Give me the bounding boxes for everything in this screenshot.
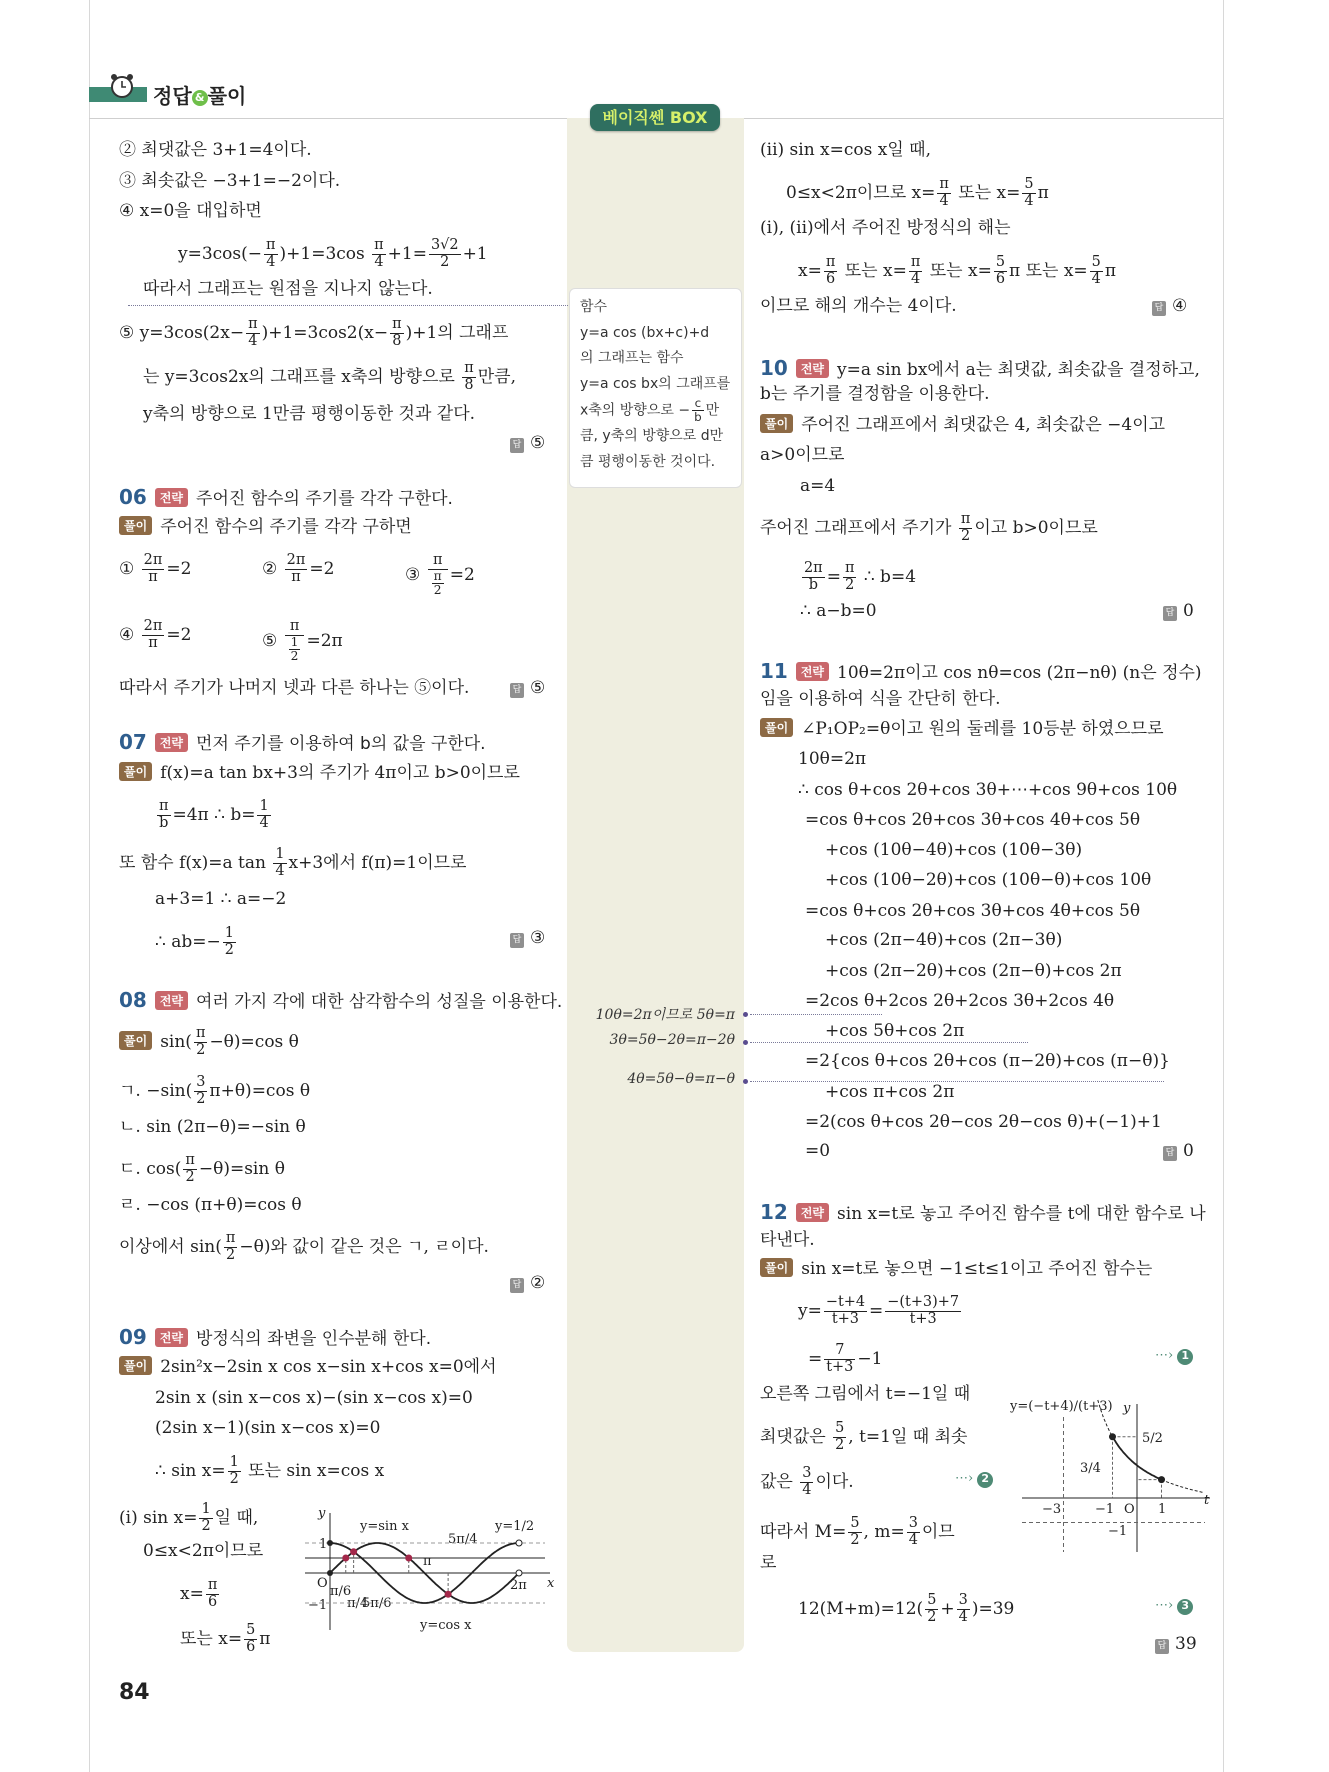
tip-line: 의 그래프는 함수: [580, 350, 684, 366]
equation-line: 2sin x (sin x−cos x)−(sin x−cos x)=0: [155, 1388, 473, 1408]
equation-line: (2sin x−1)(sin x−cos x)=0: [155, 1418, 381, 1438]
solution-text: f(x)=a tan bx+3의 주기가 4π이고 b>0이므로: [160, 763, 520, 783]
problem-11-solution: [760, 717, 1164, 741]
problem-number: 12: [760, 1200, 788, 1224]
answer-value: ⑤: [530, 433, 546, 453]
strategy-badge: 전략: [155, 488, 188, 507]
side-note: 4θ=5θ−θ=π−θ: [627, 1071, 735, 1087]
step-number: 2: [977, 1472, 993, 1488]
equation-line: $\frac{\pi}{b}$ =4π ∴ b= $\frac{1}{4}$: [159, 798, 269, 831]
answer: [1163, 599, 1194, 623]
fraction: $\frac{\pi}{2}$: [960, 511, 971, 544]
text-line: ③ 최솟값은 −3+1=−2이다.: [119, 171, 341, 191]
fraction: $\frac{5}{6}$: [246, 1622, 256, 1655]
fraction: $\frac{1}{2}$: [229, 1454, 239, 1487]
fraction: $\frac{5}{2}$: [850, 1515, 860, 1548]
extreme-point: [1109, 1433, 1116, 1440]
problem-number: 06: [119, 485, 147, 509]
fraction: $\frac{\pi}{2}$: [844, 560, 855, 593]
equation-line: ⑤ y=3cos(2x− $\frac{\pi}{4}$ )+1=3cos2(x− $\frac{\pi}{8}$ )+1의 그래프: [119, 316, 509, 349]
problem-07-strategy: [119, 730, 486, 756]
equation-line: =cos θ+cos 2θ+cos 3θ+cos 4θ+cos 5θ: [805, 901, 1141, 921]
answer: [1155, 1632, 1197, 1656]
text-line: ④ x=0을 대입하면: [119, 201, 262, 221]
solution-badge: 풀이: [119, 1356, 152, 1375]
solution-text: 2sin²x−2sin x cos x−sin x+cos x=0에서: [160, 1357, 497, 1377]
half-line-label: y=1/2: [495, 1519, 535, 1534]
fraction: $\frac{7}{t+3}$: [826, 1342, 854, 1375]
note-dot: [743, 1040, 748, 1045]
fraction: $\frac{\pi}{2}$: [433, 568, 442, 598]
tip-line: 큼, y축의 방향으로 d만: [580, 428, 724, 445]
point: [327, 1540, 333, 1546]
fraction: $\frac{2\pi}{\pi}$: [143, 552, 163, 585]
fraction: $\frac{2\pi}{b}$: [804, 560, 823, 593]
fraction: $\frac{\pi}{2}$: [195, 1025, 206, 1058]
note-connector: [750, 1042, 1028, 1043]
point: [327, 1570, 333, 1576]
strategy-text: 임을 이용하여 식을 간단히 한다.: [760, 689, 1001, 709]
choice-item: ④ $\frac{2\pi}{\pi}$ =2: [119, 618, 192, 651]
fraction: $\frac{3}{4}$: [958, 1592, 968, 1625]
fraction: $\frac{5}{2}$: [835, 1420, 845, 1453]
problem-12-strategy: [760, 1200, 1206, 1226]
answer: [1152, 294, 1187, 318]
basic-box-badge: 베이직쎈 BOX: [590, 104, 720, 131]
equation-line: 12(M+m)=12( $\frac{5}{2}$ + $\frac{3}{4}$ )=39: [798, 1592, 1015, 1625]
conclusion: 이므로 해의 개수는 4이다.: [760, 296, 957, 316]
fraction: $\frac{\pi}{8}$: [464, 360, 474, 393]
answer-value: ⑤: [530, 678, 546, 698]
problem-07-solution: [119, 761, 520, 785]
answer-value: 39: [1175, 1634, 1197, 1654]
axis-label-y: y: [1123, 1401, 1131, 1416]
equation-line: ∴ a−b=0: [800, 601, 877, 621]
title-answer: 정답: [153, 84, 192, 108]
equation-line: =cos θ+cos 2θ+cos 3θ+cos 4θ+cos 5θ: [805, 810, 1141, 830]
tick-label-neg1: −1: [308, 1598, 328, 1613]
equation-line: +cos 5θ+cos 2π: [825, 1021, 965, 1041]
choice-item: ① $\frac{2\pi}{\pi}$ =2: [119, 552, 192, 585]
equation-line: +cos (2π−4θ)+cos (2π−3θ): [825, 930, 1063, 950]
solution-text: sin( $\frac{\pi}{2}$ −θ)=cos θ: [160, 1025, 299, 1058]
problem-number: 07: [119, 730, 147, 754]
equation-line: =0: [805, 1141, 831, 1161]
axis-label-y: y: [318, 1506, 326, 1521]
step-arrow: ⋯›: [1155, 1598, 1174, 1613]
fraction: $\frac{\pi}{4}$: [374, 237, 384, 270]
problem-06-solution: [119, 515, 412, 539]
tick-label-1: 1: [1158, 1502, 1167, 1517]
step-number: 3: [1177, 1599, 1193, 1615]
text-line: 는 y=3cos2x의 그래프를 x축의 방향으로 $\frac{\pi}{8}$ 만큼,: [143, 360, 516, 393]
fraction: $\frac{3√2}{2}$: [430, 237, 459, 270]
answer-value: ③: [530, 928, 546, 948]
conclusion: 따라서 주기가 나머지 넷과 다른 하나는 ⑤이다.: [119, 678, 470, 698]
tip-box: [569, 288, 742, 488]
sin-cos-graph: [300, 1505, 562, 1635]
answer: [510, 1271, 545, 1295]
conclusion: 이상에서 sin( $\frac{\pi}{2}$ −θ)와 값이 같은 것은 ㄱ, ㄹ이다.: [119, 1230, 489, 1263]
tip-line: y=a cos (bx+c)+d: [580, 324, 710, 341]
problem-10-strategy: [760, 356, 1200, 382]
fraction: $\frac{\pi}{4}$: [266, 237, 276, 270]
solution-point: [350, 1548, 357, 1555]
answer-icon: 답: [1163, 606, 1177, 621]
answer-value: ②: [530, 1273, 546, 1293]
fraction: $\frac{\pi}{6}$: [825, 254, 836, 287]
rational-function-graph: [1010, 1392, 1215, 1557]
equation-line: a+3=1 ∴ a=−2: [155, 889, 287, 909]
fraction: $\frac{-t+4}{t+3}$: [825, 1294, 866, 1327]
fraction: $\frac{\pi}{\frac{\pi}{2}}$: [428, 553, 448, 598]
function-label: y=(−t+4)/(t+3): [1010, 1399, 1113, 1414]
answer-icon: 답: [1163, 1146, 1177, 1161]
fraction: $\frac{\pi}{6}$: [207, 1577, 218, 1610]
problem-08-strategy: [119, 988, 562, 1014]
solution-text: 주어진 함수의 주기를 각각 구하면: [160, 517, 412, 537]
side-note: 3θ=5θ−2θ=π−2θ: [609, 1032, 735, 1048]
statement-item: ㄷ. cos( $\frac{\pi}{2}$ −θ)=sin θ: [119, 1152, 285, 1185]
tick-label-pi: π: [423, 1554, 432, 1569]
equation-line: $\frac{2\pi}{b}$ = $\frac{\pi}{2}$ ∴ b=4: [804, 560, 917, 593]
amp-icon: &: [192, 90, 208, 106]
step-number: 1: [1177, 1349, 1193, 1365]
tick-label-5pi6: 5π/6: [362, 1596, 392, 1611]
note-dot: [743, 1079, 748, 1084]
text-line: 값은 $\frac{3}{4}$ 이다.: [760, 1465, 854, 1498]
fraction: $\frac{1}{2}$: [290, 634, 299, 664]
equation-line: =2cos θ+2cos 2θ+2cos 3θ+2cos 4θ: [805, 991, 1115, 1011]
strategy-text: b는 주기를 결정함을 이용한다.: [760, 384, 990, 404]
axis-label-t: t: [1204, 1493, 1210, 1508]
case-line: x= $\frac{\pi}{6}$: [180, 1577, 218, 1610]
problem-06-strategy: [119, 485, 453, 511]
problem-09-strategy: [119, 1325, 431, 1351]
step-marker-3: [1155, 1598, 1193, 1615]
strategy-badge: 전략: [796, 359, 829, 378]
strategy-badge: 전략: [155, 733, 188, 752]
answer-icon: 답: [1155, 1639, 1169, 1654]
fraction: $\frac{5}{6}$: [995, 254, 1005, 287]
strategy-text: 타낸다.: [760, 1230, 815, 1250]
equation-line: =2(cos θ+cos 2θ−cos 2θ−cos θ)+(−1)+1: [805, 1112, 1162, 1132]
strategy-text: 10θ=2π이고 cos nθ=cos (2π−nθ) (n은 정수): [837, 663, 1202, 683]
tick-label-neg1: −1: [1095, 1502, 1115, 1517]
fraction: $\frac{1}{2}$: [201, 1501, 211, 1534]
text-line: 로: [760, 1553, 777, 1573]
case-line: 0≤x<2π이므로 x= $\frac{\pi}{4}$ 또는 x= $\frac{5}{4}$ π: [786, 176, 1049, 209]
case-line: 0≤x<2π이므로: [143, 1541, 264, 1561]
equation-line: +cos (10θ−2θ)+cos (10θ−θ)+cos 10θ: [825, 870, 1152, 890]
equation-line: x= $\frac{\pi}{6}$ 또는 x= $\frac{\pi}{4}$ 또는 x= $\frac{5}{6}$ π 또는 x= $\frac{5}{4}$ π: [798, 254, 1117, 287]
tip-line: 큼 평행이동한 것이다.: [580, 453, 716, 470]
text-line: a>0이므로: [760, 445, 845, 465]
label-5-2: 5/2: [1142, 1431, 1163, 1446]
statement-item: ㄴ. sin (2π−θ)=−sin θ: [119, 1117, 306, 1137]
fraction: $\frac{1}{4}$: [259, 798, 269, 831]
equation-line: +cos (2π−2θ)+cos (2π−θ)+cos 2π: [825, 961, 1122, 981]
note-connector: [750, 1014, 882, 1015]
strategy-badge: 전략: [796, 662, 829, 681]
solution-badge: 풀이: [119, 516, 152, 535]
problem-number: 11: [760, 659, 788, 683]
fraction: $\frac{5}{2}$: [927, 1592, 937, 1625]
problem-number: 08: [119, 988, 147, 1012]
text-line: 또 함수 f(x)=a tan $\frac{1}{4}$ x+3에서 f(π)=1이므로: [119, 846, 467, 879]
fraction: $\frac{1}{2}$: [224, 925, 234, 958]
solution-text: sin x=t로 놓으면 −1≤t≤1이고 주어진 함수는: [801, 1259, 1153, 1279]
solution-point: [405, 1555, 412, 1562]
problem-10-solution: [760, 413, 1165, 437]
strategy-badge: 전략: [155, 1328, 188, 1347]
equation-line: +cos π+cos 2π: [825, 1082, 955, 1102]
answer-value: ④: [1172, 296, 1188, 316]
case-line: 또는 x= $\frac{5}{6}$ π: [180, 1622, 271, 1655]
origin-label: O: [317, 1576, 328, 1591]
text-line: 오른쪽 그림에서 t=−1일 때: [760, 1384, 971, 1404]
case-line: (ii) sin x=cos x일 때,: [760, 140, 932, 160]
solution-text: ∠P₁OP₂=θ이고 원의 둘레를 10등분 하였으므로: [801, 719, 1164, 739]
step-arrow: ⋯›: [1155, 1348, 1174, 1363]
problem-09-solution: [119, 1355, 497, 1379]
text-line: 최댓값은 $\frac{5}{2}$ , t=1일 때 최솟: [760, 1420, 968, 1453]
answer-icon: 답: [510, 933, 524, 948]
step-arrow: ⋯›: [955, 1471, 974, 1486]
fraction: $\frac{\pi}{2}$: [225, 1230, 236, 1263]
strategy-text: 여러 가지 각에 대한 삼각함수의 성질을 이용한다.: [196, 992, 563, 1012]
answer: [1163, 1139, 1194, 1163]
text-line: ② 최댓값은 3+1=4이다.: [119, 140, 312, 160]
problem-number: 10: [760, 356, 788, 380]
case-line: (i) sin x= $\frac{1}{2}$ 일 때,: [119, 1501, 259, 1534]
origin-label: O: [1124, 1502, 1135, 1517]
problem-08-solution: [119, 1026, 299, 1059]
step-marker-2: [955, 1471, 993, 1488]
solution-badge: 풀이: [760, 414, 793, 433]
problem-12-solution: [760, 1257, 1152, 1281]
tick-label-pi4: π/4: [347, 1596, 369, 1611]
fraction: $\frac{\pi}{b}$: [159, 798, 169, 831]
equation-line: ∴ cos θ+cos 2θ+cos 3θ+⋯+cos 9θ+cos 10θ: [798, 780, 1178, 800]
strategy-text: 주어진 함수의 주기를 각각 구한다.: [196, 489, 453, 509]
tip-line: 함수: [580, 299, 608, 315]
strategy-text: y=a sin bx에서 a는 최댓값, 최솟값을 결정하고,: [837, 360, 1200, 380]
alarm-clock-icon: [108, 72, 136, 100]
tip-line: y=a cos bx의 그래프를: [580, 375, 731, 392]
fraction: $\frac{\pi}{2}$: [185, 1152, 195, 1185]
equation-line: ∴ ab=− $\frac{1}{2}$: [155, 925, 234, 958]
equation-line: y=3cos(− $\frac{\pi}{4}$ )+1=3cos $\frac{\pi}{4}$ +1= $\frac{3√2}{2}$ +1: [178, 237, 488, 270]
fraction: $\frac{\pi}{4}$: [248, 316, 258, 349]
tip-line: x축의 방향으로 − $\frac{c}{b}$ 만: [580, 396, 720, 425]
text-line: 따라서 M= $\frac{5}{2}$ , m= $\frac{3}{4}$ 이므: [760, 1515, 955, 1548]
solution-badge: 풀이: [760, 1258, 793, 1277]
answer-value: 0: [1183, 1141, 1194, 1161]
text-line: y축의 방향으로 1만큼 평행이동한 것과 같다.: [143, 404, 476, 424]
answer-icon: 답: [510, 683, 524, 698]
title-solution: 풀이: [207, 84, 247, 108]
strategy-text: 먼저 주기를 이용하여 b의 값을 구한다.: [196, 734, 486, 754]
tick-label-5pi4: 5π/4: [448, 1532, 478, 1547]
equation-line: +cos (10θ−4θ)+cos (10θ−3θ): [825, 840, 1083, 860]
open-point: [516, 1570, 522, 1576]
fraction: $\frac{\pi}{\frac{1}{2}}$: [285, 619, 305, 664]
text-line: (i), (ii)에서 주어진 방정식의 해는: [760, 218, 1011, 238]
fraction: $\frac{1}{4}$: [275, 846, 285, 879]
solution-point: [445, 1591, 452, 1598]
equation-line: 10θ=2π: [798, 749, 867, 769]
statement-item: ㄹ. −cos (π+θ)=cos θ: [119, 1195, 302, 1215]
note-connector: [750, 1081, 1164, 1082]
solution-text: 주어진 그래프에서 최댓값은 4, 최솟값은 −4이고: [801, 415, 1166, 435]
curve-dashed: [1162, 1480, 1204, 1493]
strategy-text: 방정식의 좌변을 인수분해 한다.: [196, 1329, 432, 1349]
equation-line: =2{cos θ+cos 2θ+cos (π−2θ)+cos (π−θ)}: [805, 1051, 1170, 1071]
equation-line: y= $\frac{-t+4}{t+3}$ = $\frac{-(t+3)+7}{t+3}$: [798, 1294, 960, 1327]
fraction: $\frac{\pi}{4}$: [910, 254, 921, 287]
solution-badge: 풀이: [119, 1031, 152, 1050]
answer-icon: 답: [1152, 301, 1166, 316]
strategy-text: sin x=t로 놓고 주어진 함수를 t에 대한 함수로 나: [837, 1204, 1206, 1224]
step-marker-1: [1155, 1348, 1193, 1365]
tick-label-neg3: −3: [1042, 1502, 1062, 1517]
fraction: $\frac{\pi}{8}$: [392, 316, 402, 349]
text-line: 주어진 그래프에서 주기가 $\frac{\pi}{2}$ 이고 b>0이므로: [760, 511, 1098, 544]
tick-label-2pi: 2π: [510, 1578, 527, 1593]
note-dot: [743, 1012, 748, 1017]
statement-item: ㄱ. −sin( $\frac{3}{2}$ π+θ)=cos θ: [119, 1074, 311, 1107]
answer: [510, 431, 545, 455]
problem-number: 09: [119, 1325, 147, 1349]
choice-item: ③ $\frac{\pi}{\frac{\pi}{2}}$ =2: [405, 552, 475, 598]
fraction: $\frac{5}{4}$: [1091, 254, 1101, 287]
fraction: $\frac{c}{b}$: [694, 396, 702, 425]
tick-label-pi6: π/6: [330, 1584, 352, 1599]
answer: [510, 926, 545, 950]
solution-badge: 풀이: [760, 718, 793, 737]
equation-line: = $\frac{7}{t+3}$ −1: [808, 1342, 883, 1375]
sin-curve-label: y=sin x: [360, 1519, 409, 1534]
section-title: [153, 80, 246, 109]
label-3-4: 3/4: [1080, 1461, 1101, 1476]
fraction: $\frac{\pi}{4}$: [939, 176, 949, 209]
axis-label-x: x: [547, 1576, 555, 1591]
solution-point: [342, 1555, 349, 1562]
connector-line: [128, 305, 568, 306]
fraction: $\frac{3}{2}$: [196, 1074, 206, 1107]
fraction: $\frac{-(t+3)+7}{t+3}$: [887, 1294, 960, 1327]
equation-line: ∴ sin x= $\frac{1}{2}$ 또는 sin x=cos x: [155, 1454, 385, 1487]
answer: [510, 676, 545, 700]
open-point: [516, 1540, 522, 1546]
strategy-badge: 전략: [796, 1203, 829, 1222]
fraction: $\frac{2\pi}{\pi}$: [286, 552, 306, 585]
problem-11-strategy: [760, 659, 1202, 685]
answer-icon: 답: [510, 438, 524, 453]
text-line: 따라서 그래프는 원점을 지나지 않는다.: [143, 279, 433, 299]
answer-value: 0: [1183, 601, 1194, 621]
answer-icon: 답: [510, 1278, 524, 1293]
page-number: 84: [119, 1680, 150, 1705]
choice-item: ⑤ $\frac{\pi}{\frac{1}{2}}$ =2π: [262, 618, 343, 664]
side-note: 10θ=2π이므로 5θ=π: [595, 1007, 735, 1023]
strategy-badge: 전략: [155, 991, 188, 1010]
tick-label-y-neg1: −1: [1108, 1524, 1128, 1539]
fraction: $\frac{3}{4}$: [802, 1465, 812, 1498]
choice-item: ② $\frac{2\pi}{\pi}$ =2: [262, 552, 335, 585]
solution-badge: 풀이: [119, 762, 152, 781]
extreme-point: [1158, 1476, 1165, 1483]
cos-curve-label: y=cos x: [420, 1618, 472, 1633]
tick-label-1: 1: [319, 1537, 328, 1552]
equation-line: a=4: [800, 476, 836, 496]
fraction: $\frac{3}{4}$: [908, 1515, 918, 1548]
fraction: $\frac{2\pi}{\pi}$: [143, 618, 163, 651]
fraction: $\frac{5}{4}$: [1024, 176, 1034, 209]
